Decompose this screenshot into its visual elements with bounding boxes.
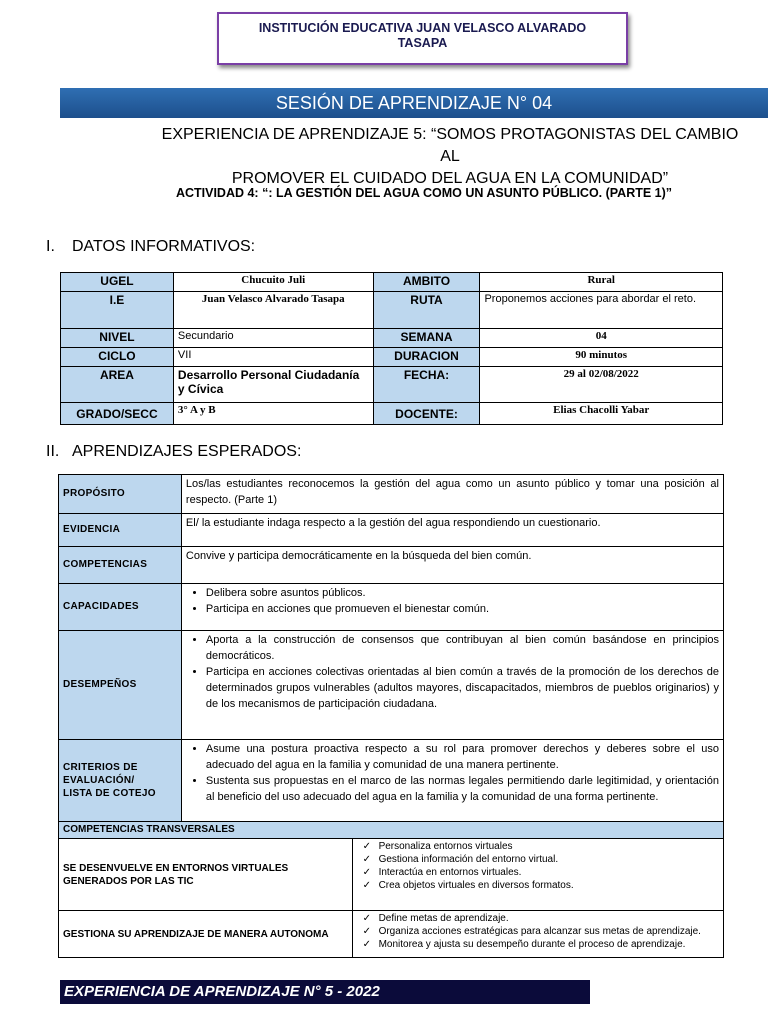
ciclo-label: CICLO xyxy=(61,348,174,367)
nivel-label: NIVEL xyxy=(61,329,174,348)
ie-value: Juan Velasco Alvarado Tasapa xyxy=(173,292,373,329)
desempenos-label: DESEMPEÑOS xyxy=(59,631,182,740)
tic-item: ✓ Gestiona información del entorno virtual. xyxy=(379,853,719,866)
ciclo-value: VII xyxy=(173,348,373,367)
tic-item: ✓ Crea objetos virtuales en diversos formatos. xyxy=(379,879,719,892)
nivel-value: Secundario xyxy=(173,329,373,348)
footer-banner: EXPERIENCIA DE APRENDIZAJE N° 5 - 2022 xyxy=(60,980,590,1004)
capacidad-item: • Delibera sobre asuntos públicos. xyxy=(206,585,719,601)
tic-item: ✓ Interactúa en entornos virtuales. xyxy=(379,866,719,879)
capacidad-item: • Participa en acciones que promueven el bienestar común. xyxy=(206,601,719,617)
autonomous-competency-list xyxy=(352,911,723,958)
criterios-label-line3: LISTA DE COTEJO xyxy=(63,788,156,799)
ugel-label: UGEL xyxy=(61,273,174,292)
experience-title-line1: EXPERIENCIA DE APRENDIZAJE 5: “SOMOS PROTAGONISTAS DEL CAMBIO AL xyxy=(161,126,739,165)
datos-informativos-table xyxy=(60,272,723,425)
institution-header xyxy=(217,12,628,65)
autonomous-competency-label: GESTIONA SU APRENDIZAJE DE MANERA AUTONOMA xyxy=(59,911,353,958)
fecha-value: 29 al 02/08/2022 xyxy=(480,367,723,403)
ugel-value: Chucuito Juli xyxy=(173,273,373,292)
section-2-title: APRENDIZAJES ESPERADOS: xyxy=(72,443,302,460)
evidencia-text: El/ la estudiante indaga respecto a la gestión del agua respondiendo un cuestionario. xyxy=(181,514,723,547)
session-title: SESIÓN DE APRENDIZAJE N° 04 xyxy=(60,88,768,118)
activity-text: “: LA GESTIÓN DEL AGUA COMO UN ASUNTO PÚBLICO. (PARTE 1)” xyxy=(258,186,673,200)
criterio-item: • Sustenta sus propuestas en el marco de las normas legales permitiendo darle legitimidad, y orientación al beneficio del uso adecuado del agua en la familia y la comunidad de una forma pertinente. xyxy=(206,773,719,805)
section-1-number: I. xyxy=(46,238,55,255)
criterios-label xyxy=(59,740,182,822)
section-2-number: II. xyxy=(46,443,60,460)
aprendizajes-table xyxy=(58,474,724,958)
desempenos-list xyxy=(181,631,723,740)
activity-title xyxy=(100,186,748,200)
area-value: Desarrollo Personal Ciudadanía y Cívica xyxy=(173,367,373,403)
tic-competency-list xyxy=(352,839,723,911)
transversales-header: COMPETENCIAS TRANSVERSALES xyxy=(59,822,724,839)
evidencia-label: EVIDENCIA xyxy=(59,514,182,547)
autonomous-item: ✓ Organiza acciones estratégicas para alcanzar sus metas de aprendizaje. xyxy=(379,925,719,938)
ambito-value: Rural xyxy=(480,273,723,292)
semana-value: 04 xyxy=(480,329,723,348)
docente-label: DOCENTE: xyxy=(373,403,480,425)
duracion-label: DURACION xyxy=(373,348,480,367)
ie-label: I.E xyxy=(61,292,174,329)
criterios-label-line2: EVALUACIÓN/ xyxy=(63,775,135,786)
desempeno-item: • Aporta a la construcción de consensos que contribuyan al bien común basándose en principios democráticos. xyxy=(206,632,719,664)
autonomous-item: ✓ Monitorea y ajusta su desempeño durante el proceso de aprendizaje. xyxy=(379,938,719,951)
experience-title xyxy=(160,124,740,190)
grado-value: 3° A y B xyxy=(173,403,373,425)
activity-label: ACTIVIDAD 4: xyxy=(175,186,259,200)
fecha-label: FECHA: xyxy=(373,367,480,403)
institution-name: INSTITUCIÓN EDUCATIVA JUAN VELASCO ALVARADO xyxy=(258,21,587,35)
docente-value: Elias Chacolli Yabar xyxy=(480,403,723,425)
area-label: AREA xyxy=(61,367,174,403)
semana-label: SEMANA xyxy=(373,329,480,348)
criterios-label-line1: CRITERIOS DE xyxy=(63,762,138,773)
desempeno-item: • Participa en acciones colectivas orientadas al bien común a través de la promoción de los derechos de determinados grupos vulnerables (adultos mayores, discapacitados, miembros de pueblos originarios) y de los mecanismos de participación ciudadana. xyxy=(206,664,719,712)
grado-label: GRADO/SECC xyxy=(61,403,174,425)
ruta-value: Proponemos acciones para abordar el reto. xyxy=(480,292,723,329)
institution-location: TASAPA xyxy=(397,36,448,50)
tic-competency-label: SE DESENVUELVE EN ENTORNOS VIRTUALES GENERADOS POR LAS TIC xyxy=(59,839,353,911)
capacidades-label: CAPACIDADES xyxy=(59,584,182,631)
duracion-value: 90 minutos xyxy=(480,348,723,367)
experience-title-line2: PROMOVER EL CUIDADO DEL AGUA EN LA COMUNIDAD” xyxy=(231,170,669,187)
autonomous-item: ✓ Define metas de aprendizaje. xyxy=(379,912,719,925)
section-1-heading xyxy=(46,238,255,256)
ambito-label: AMBITO xyxy=(373,273,480,292)
proposito-label: PROPÓSITO xyxy=(59,475,182,514)
competencias-label: COMPETENCIAS xyxy=(59,547,182,584)
section-1-title: DATOS INFORMATIVOS: xyxy=(72,238,256,255)
criterio-item: • Asume una postura proactiva respecto a su rol para promover derechos y deberes sobre el uso adecuado del agua en la familia y comunidad de una manera pertinente. xyxy=(206,741,719,773)
section-2-heading xyxy=(46,443,301,461)
tic-item: ✓ Personaliza entornos virtuales xyxy=(379,840,719,853)
capacidades-list xyxy=(181,584,723,631)
competencias-text: Convive y participa democráticamente en la búsqueda del bien común. xyxy=(181,547,723,584)
proposito-text: Los/las estudiantes reconocemos la gestión del agua como un asunto público y tomar una posición al respecto. (Parte 1) xyxy=(181,475,723,514)
criterios-list xyxy=(181,740,723,822)
ruta-label: RUTA xyxy=(373,292,480,329)
